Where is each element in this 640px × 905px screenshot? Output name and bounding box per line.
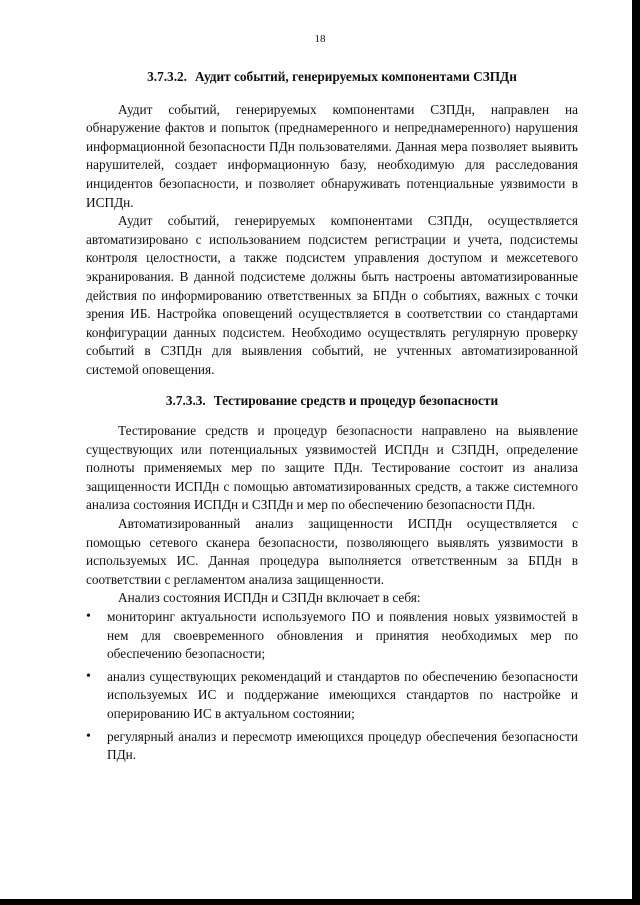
list-item-text: анализ существующих рекомендаций и стандартов по обеспечению безопасности используемых ИС и поддержание имеющихся стандартов по настройке и оперированию ИС в актуальном состоянии; — [107, 668, 578, 721]
scan-edge-right — [632, 0, 640, 905]
section-heading-testing — [86, 392, 578, 411]
page-number: 18 — [314, 33, 326, 45]
paragraph: Тестирование средств и процедур безопасности направлено на выявление существующих или потенциальных уязвимостей ИСПДн и СЗПДН, определение полноты применяемых мер по защите ПДн. Тестирование состоит из анализа защищенности ИСПДн с помощью автоматизированных средств, а также системного анализа состояния ИСПДн и СЗПДн и мер по обеспечению безопасности ПДн. — [86, 423, 578, 513]
paragraph: Автоматизированный анализ защищенности ИСПДн осуществляется с помощью сетевого сканера безопасности, позволяющего выявлять уязвимости в используемых ИС. Данная процедура выполняется ответственным за БПДн в соответствии с регламентом анализа защищенности. — [86, 516, 578, 587]
bullet-list — [86, 608, 578, 765]
bullet-icon: • — [86, 668, 91, 684]
scan-edge-bottom — [0, 899, 640, 905]
list-item — [86, 608, 578, 664]
section-number: 3.7.3.2. — [147, 69, 187, 84]
list-item — [86, 728, 578, 765]
section-title: Тестирование средств и процедур безопасности — [213, 392, 499, 408]
paragraph: Аудит событий, генерируемых компонентами СЗПДн, направлен на обнаружение фактов и попыток (преднамеренного и непреднамеренного) нарушения информационной безопасности ПДн пользователями. Данная мера позволяет выявить нарушителей, создает информационную базу, необходимую для расследования инцидентов безопасности, и позволяет обнаруживать потенциальные уязвимости в ИСПДн. — [86, 101, 578, 210]
list-item-text: мониторинг актуальности используемого ПО и появления новых уязвимостей в нем для своевременного обновления и принятия необходимых мер по обеспечению безопасности; — [107, 609, 578, 662]
list-item — [86, 668, 578, 724]
section-number: 3.7.3.3. — [165, 392, 206, 408]
list-item-text: регулярный анализ и пересмотр имеющихся процедур обеспечения безопасности ПДн. — [107, 728, 578, 763]
paragraph: Аудит событий, генерируемых компонентами СЗПДн, осуществляется автоматизировано с использованием подсистем регистрации и учета, подсистемы контроля целостности, а также подсистем управления доступом и межсетевого экранирования. В данной подсистеме должны быть настроены автоматизированные действия по информированию ответственных за БПДн о событиях, важных с точки зрения ИБ. Настройка оповещений осуществляется в соответствии со стандартами конфигурации данных подсистем. Необходимо осуществлять регулярную проверку событий в СЗПДн для выявления событий, не учтенных автоматизированной системой оповещения. — [86, 213, 578, 377]
section-heading-audit — [86, 68, 578, 87]
bullet-icon: • — [86, 728, 91, 744]
bullet-icon: • — [86, 609, 91, 625]
section-title: Аудит событий, генерируемых компонентами СЗПДн — [195, 69, 517, 84]
paragraph: Анализ состояния ИСПДн и СЗПДн включает в себя: — [118, 590, 421, 606]
page-content — [86, 60, 578, 765]
